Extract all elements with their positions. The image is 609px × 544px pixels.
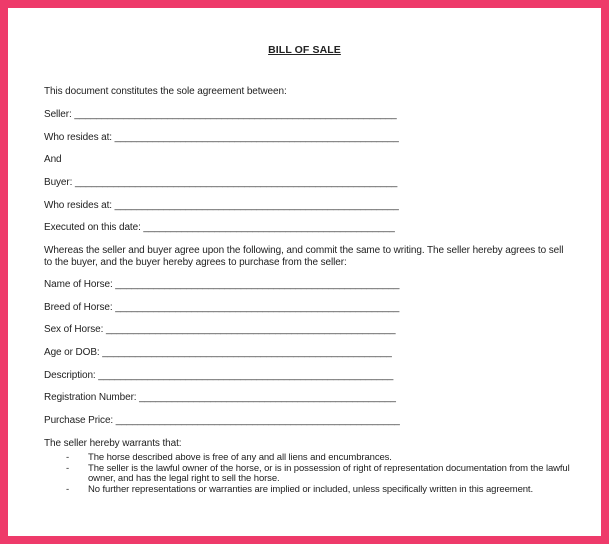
warrants-intro: The seller hereby warrants that:	[44, 438, 182, 449]
buyer-address-field: Who resides at: ____________________________________________________	[44, 200, 399, 211]
registration-number-field: Registration Number: _______________________________________________	[44, 392, 396, 403]
horse-name-field: Name of Horse: ____________________________________________________	[44, 279, 400, 290]
warranty-text: No further representations or warranties are implied or included, unless specifically written in this agreement.	[88, 483, 534, 495]
horse-breed-field: Breed of Horse: ____________________________________________________	[44, 302, 400, 313]
whereas-paragraph: Whereas the seller and buyer agree upon the following, and commit the same to writing. The seller hereby agrees to sell to the buyer, and the buyer hereby agrees to purchase from the seller:	[44, 245, 564, 268]
warranty-text: The seller is the lawful owner of the horse, or is in possession of right of representation documentation from the lawful owner, and has the legal right to sell the horse.	[88, 462, 570, 484]
description-field: Description: ______________________________________________________	[44, 370, 394, 381]
bullet-dash: -	[66, 452, 70, 463]
list-item	[44, 485, 572, 496]
horse-sex-field: Sex of Horse: _____________________________________________________	[44, 324, 396, 335]
document-page	[8, 8, 601, 536]
intro-text: This document constitutes the sole agreement between:	[44, 86, 287, 97]
horse-age-field: Age or DOB: _____________________________________________________	[44, 347, 392, 358]
and-text: And	[44, 154, 62, 165]
bullet-dash: -	[66, 483, 70, 495]
seller-address-field: Who resides at: ____________________________________________________	[44, 132, 399, 143]
buyer-field: Buyer: ___________________________________________________________	[44, 177, 398, 188]
bullet-dash: -	[66, 462, 70, 474]
warranty-text: The horse described above is free of any and all liens and encumbrances.	[88, 452, 392, 463]
executed-date-field: Executed on this date: ______________________________________________	[44, 222, 395, 233]
warranty-list	[44, 453, 572, 495]
purchase-price-field: Purchase Price: ____________________________________________________	[44, 415, 400, 426]
seller-field: Seller: ___________________________________________________________	[44, 109, 397, 120]
list-item	[44, 464, 572, 485]
document-title: BILL OF SALE	[268, 44, 341, 56]
